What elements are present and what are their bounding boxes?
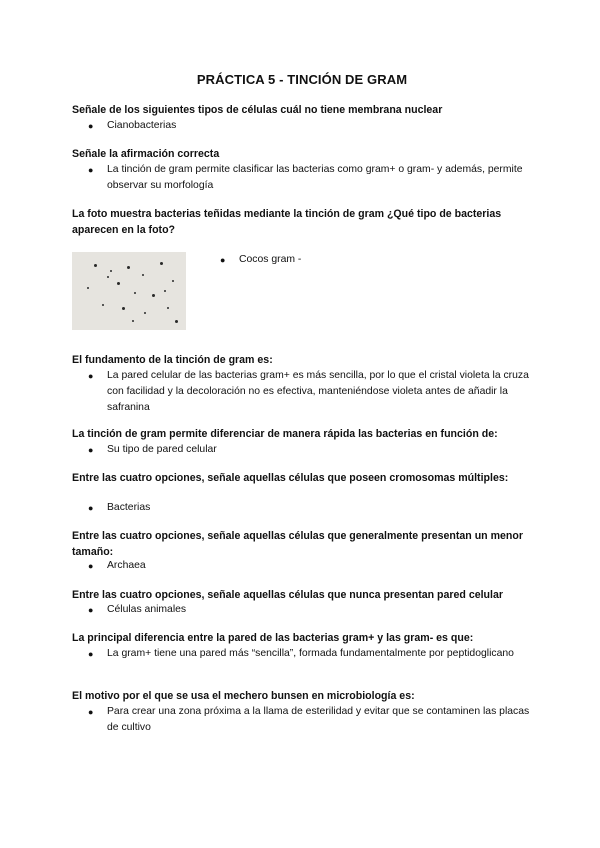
bacteria-dot: [122, 307, 125, 310]
question-3: La foto muestra bacterias teñidas mediante la tinción de gram ¿Qué tipo de bacterias aparecen en la foto?: [72, 208, 502, 236]
bullet-icon: ●: [88, 707, 94, 717]
question-10: El motivo por el que se usa el mechero bunsen en microbiología es:: [72, 690, 415, 702]
bullet-icon: ●: [220, 255, 226, 265]
answer-9: [88, 646, 532, 662]
answer-8: [88, 602, 532, 618]
bacteria-dot: [142, 274, 144, 276]
question-5: La tinción de gram permite diferenciar de manera rápida las bacterias en función de:: [72, 428, 498, 440]
bacteria-dot: [117, 282, 120, 285]
question-2: Señale la afirmación correcta: [72, 148, 220, 160]
bullet-icon: ●: [88, 503, 94, 513]
answer-4: [88, 368, 532, 416]
answer-7: [88, 558, 532, 574]
answer-6: [88, 500, 532, 516]
bacteria-dot: [175, 320, 178, 323]
bacteria-dot: [144, 312, 146, 314]
bacteria-dot: [160, 262, 163, 265]
answer-4-text: La pared celular de las bacterias gram+ es más sencilla, por lo que el cristal violeta la cruza con facilidad y la decoloración no es efectiva, manteniéndose violeta antes de añadir la safranina: [107, 370, 529, 413]
bacteria-dot: [107, 276, 109, 278]
bacteria-dot: [172, 280, 174, 282]
answer-2-text: La tinción de gram permite clasificar las bacterias como gram+ o gram- y además, permite observar su morfología: [107, 164, 523, 191]
answer-1: [88, 118, 532, 134]
bacteria-dot: [110, 270, 112, 272]
gram-stain-photo: [72, 252, 186, 330]
bacteria-dot: [127, 266, 130, 269]
answer-10-text: Para crear una zona próxima a la llama de esterilidad y evitar que se contaminen las placas de cultivo: [107, 706, 530, 733]
bacteria-dot: [102, 304, 104, 306]
question-1: Señale de los siguientes tipos de células cuál no tiene membrana nuclear: [72, 104, 443, 116]
answer-1-text: Cianobacterias: [107, 120, 177, 131]
question-4: El fundamento de la tinción de gram es:: [72, 354, 273, 366]
bacteria-dot: [134, 292, 136, 294]
question-8: Entre las cuatro opciones, señale aquellas células que nunca presentan pared celular: [72, 589, 503, 601]
answer-3-text: Cocos gram -: [239, 254, 302, 265]
bullet-icon: ●: [88, 561, 94, 571]
question-7: Entre las cuatro opciones, señale aquellas células que generalmente presentan un menor tamaño:: [72, 530, 523, 558]
answer-5: [88, 442, 532, 458]
answer-9-text: La gram+ tiene una pared más “sencilla”, formada fundamentalmente por peptidoglicano: [107, 648, 514, 659]
bullet-icon: ●: [88, 605, 94, 615]
answer-2: [88, 162, 532, 194]
bacteria-dot: [94, 264, 97, 267]
question-6: Entre las cuatro opciones, señale aquellas células que poseen cromosomas múltiples:: [72, 472, 509, 484]
bacteria-dot: [132, 320, 134, 322]
bullet-icon: ●: [88, 445, 94, 455]
bacteria-dot: [167, 307, 169, 309]
answer-6-text: Bacterias: [107, 502, 151, 513]
bacteria-dot: [164, 290, 166, 292]
answer-3: [220, 252, 520, 268]
bacteria-dot: [152, 294, 155, 297]
bullet-icon: ●: [88, 165, 94, 175]
answer-8-text: Células animales: [107, 604, 187, 615]
bullet-icon: ●: [88, 649, 94, 659]
question-9: La principal diferencia entre la pared de las bacterias gram+ y las gram- es que:: [72, 632, 474, 644]
answer-5-text: Su tipo de pared celular: [107, 444, 217, 455]
answer-10: [88, 704, 532, 736]
bacteria-dot: [87, 287, 89, 289]
bullet-icon: ●: [88, 121, 94, 131]
answer-7-text: Archaea: [107, 560, 146, 571]
page-title: PRÁCTICA 5 - TINCIÓN DE GRAM: [196, 72, 408, 87]
bullet-icon: ●: [88, 371, 94, 381]
